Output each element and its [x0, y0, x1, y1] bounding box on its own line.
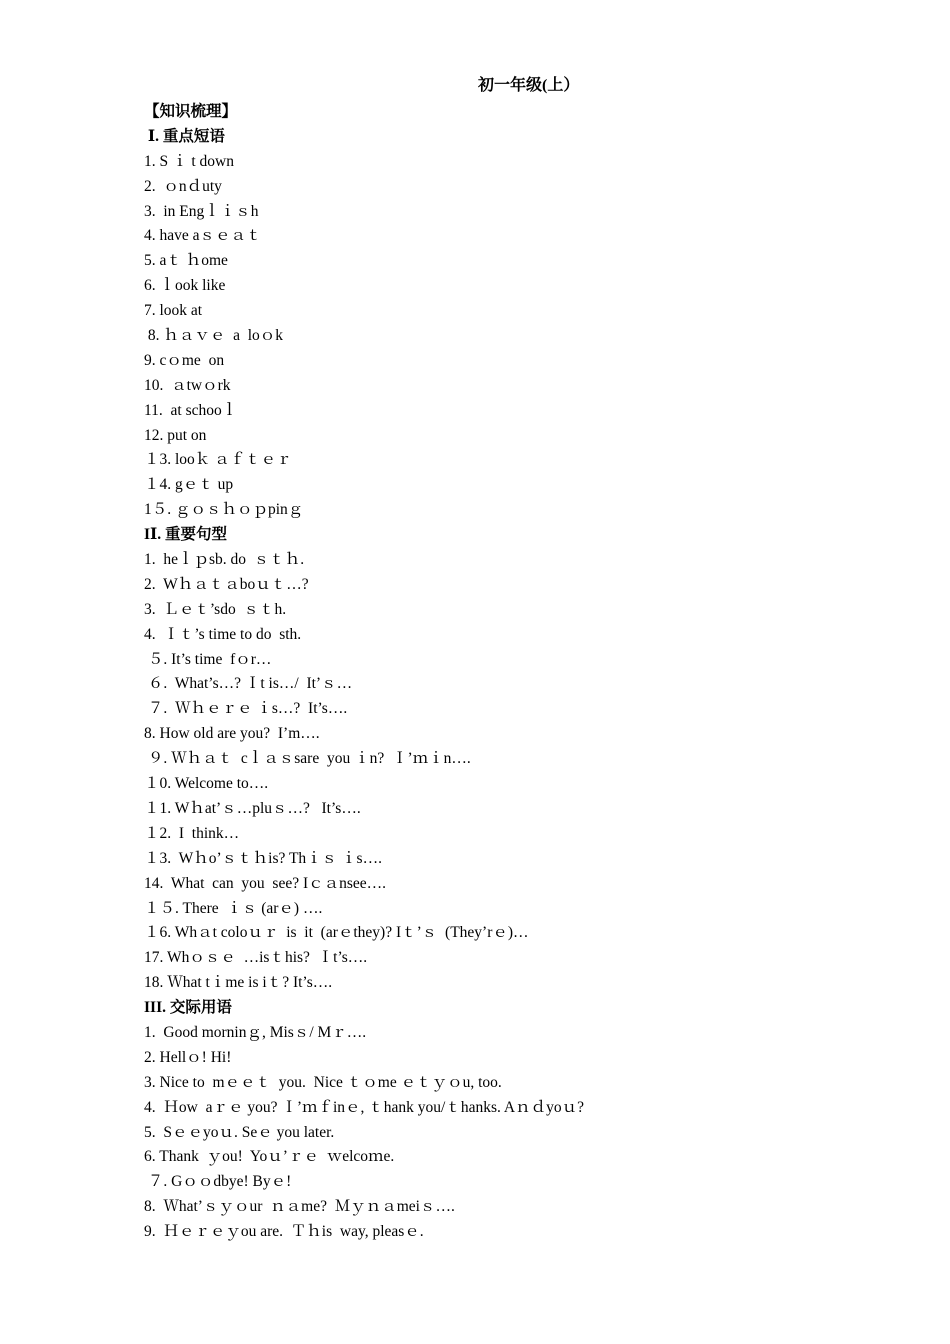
text-line: １6. Whａt coloｕｒ is it (arｅthey)? Iｔ’ｓ (They’rｅ)… — [144, 924, 529, 942]
text-line: 2. Hellｏ! Hi! — [144, 1048, 232, 1066]
text-line: 11. at schooｌ — [144, 401, 238, 419]
section-heading: III. 交际用语 — [144, 999, 232, 1017]
text-line: 4. have aｓｅａｔ — [144, 227, 262, 245]
text-line: ７. Ｗｈｅｒｅ ｉs…? It’s…. — [144, 700, 348, 718]
text-line: １2. I think… — [144, 824, 240, 842]
text-line: １3. Wｈo’ｓｔｈis? Thｉｓ ｉs…. — [144, 849, 382, 867]
text-line: 5. Sｅｅyoｕ. Seｅ you later. — [144, 1123, 335, 1141]
text-line: 8. How old are you? I’m…. — [144, 725, 320, 743]
text-line: 9. cｏme on — [144, 351, 225, 369]
section-heading: 【知识梳理】 — [144, 103, 238, 120]
text-line: １0. Welcome to…. — [144, 775, 269, 793]
text-line: 17. Whｏｓｅ …isｔhis? Ｉt’s…. — [144, 949, 368, 967]
text-line: 3. Nice to mｅｅｔ you. Nice ｔｏme ｅｔｙｏu, too. — [144, 1073, 502, 1091]
text-line: ６. What’s…? Ｉt is…/ It’ｓ… — [144, 675, 353, 693]
text-line: 6. ｌook like — [144, 277, 226, 295]
text-line: 12. put on — [144, 426, 207, 444]
text-line: 3. in Engｌｉｓh — [144, 202, 259, 220]
text-line: 9. Ｈｅｒｅｙou are. Ｔｈis way, pleasｅ. — [144, 1223, 424, 1241]
section-heading: IⅠ. 重要句型 — [144, 526, 228, 544]
page-title: 初一年级(上） — [478, 77, 580, 94]
text-line: 7. look at — [144, 302, 203, 320]
text-line: 8. ｈａｖｅ a loｏk — [144, 327, 284, 345]
text-line: １3. looｋ ａｆｔｅｒ — [144, 451, 292, 469]
section-heading: Ⅰ. 重点短语 — [144, 127, 225, 145]
document-body — [144, 100, 844, 1245]
text-line: 5. aｔ ｈome — [144, 252, 228, 270]
text-line: 1. S ｉ t down — [144, 152, 234, 170]
text-line: 1. heｌｐsb. do ｓｔｈ. — [144, 551, 305, 569]
text-line: 10. ａtwｏrk — [144, 376, 231, 394]
text-line: 4. Ｉｔ’s time to do sth. — [144, 625, 302, 643]
text-line: 2. Wｈａｔａboｕｔ…? — [144, 575, 309, 593]
text-line: 2. ｏnｄuty — [144, 177, 222, 195]
text-line: ５. It’s time fｏr… — [144, 650, 272, 668]
text-line: 1. Good morninｇ, Misｓ/ Mｒ…. — [144, 1023, 367, 1041]
text-line: １1. Wｈat’ｓ…pluｓ…? It’s…. — [144, 799, 361, 817]
text-line: ７. Gｏｏdbye! Byｅ! — [144, 1173, 292, 1191]
text-line: 3. Ｌｅｔ’sdo ｓｔh. — [144, 600, 287, 618]
text-line: 8. Ｗhat’ｓｙｏur ｎａme? Ｍｙｎａmeiｓ…. — [144, 1198, 455, 1216]
text-line: 4. Ｈow aｒｅ you? Ｉ’ｍｆinｅ, ｔhank you/ｔhanks. Aｎｄyoｕ? — [144, 1098, 584, 1116]
text-line: １５. There ｉｓ (arｅ) …. — [144, 899, 323, 917]
text-line: 6. Thank ｙou! Yoｕ’ｒｅ ｗelcoｍe. — [144, 1148, 395, 1166]
text-line: 14. What can you see? Iｃａnsee…. — [144, 874, 387, 892]
text-line: 18. Ｗhat tｉme is iｔ? It’s…. — [144, 974, 333, 992]
text-line: 1５. ｇｏｓｈｏｐpinｇ — [144, 501, 304, 519]
text-line: １4. gｅｔ up — [144, 476, 234, 494]
text-line: ９. Ｗｈａｔ cｌａｓsare you ｉn? Ｉ’ｍｉn…. — [144, 750, 471, 768]
